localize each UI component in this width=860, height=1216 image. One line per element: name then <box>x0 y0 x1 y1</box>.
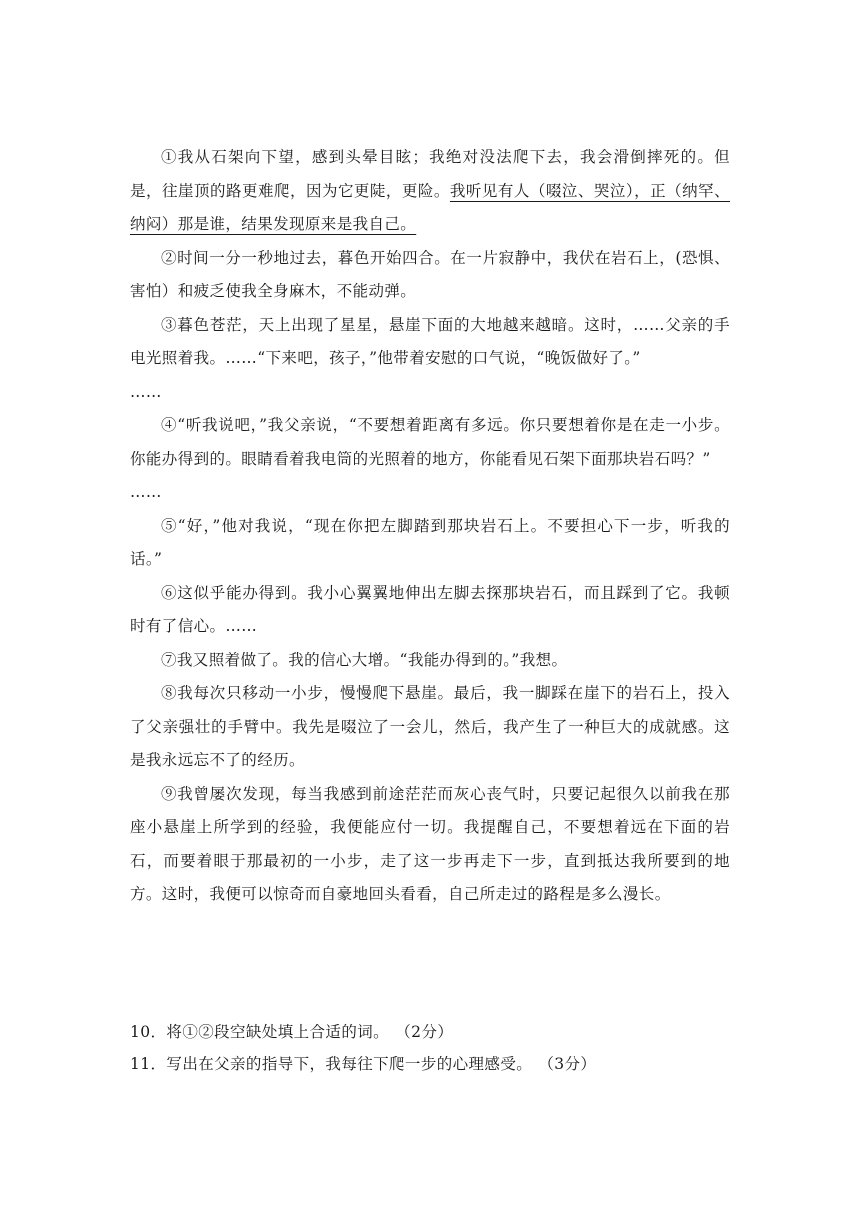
reading-passage <box>130 141 730 912</box>
paragraph-8: ⑧我每次只移动一小步，慢慢爬下悬崖。最后，我一脚踩在崖下的岩石上，投入了父亲强壮的手臂中。我先是啜泣了一会儿，然后，我产生了一种巨大的成就感。这是我永远忘不了的经历。 <box>130 684 730 769</box>
paragraph-6: ⑥这似乎能办得到。我小心翼翼地伸出左脚去探那块岩石，而且踩到了它。我顿时有了信心。…… <box>130 583 730 635</box>
paragraph-5: ⑤“好，”他对我说，“现在你把左脚踏到那块岩石上。不要担心下一步，听我的话。” <box>130 516 730 568</box>
paragraph-1 <box>130 141 730 242</box>
paragraph-2: ②时间一分一秒地过去，暮色开始四合。在一片寂静中，我伏在岩石上，(恐惧、害怕）和疲乏使我全身麻木，不能动弹。 <box>130 248 730 300</box>
question-score: （2分） <box>403 1023 454 1041</box>
ellipsis-line: …… <box>130 382 162 401</box>
question-text: 11．写出在父亲的指导下，我每往下爬一步的心理感受。 <box>130 1055 533 1073</box>
ellipsis-line: …… <box>130 483 162 501</box>
paragraph-4: ④“听我说吧，”我父亲说，“不要想着距离有多远。你只要想着你是在走一小步。你能办得到的。眼睛看着我电筒的光照着的地方，你能看见石架下面那块岩石吗？” <box>130 416 730 468</box>
question-item <box>130 1016 730 1048</box>
paragraph-1-text: ①我从石架向下望，感到头晕目眩；我绝对没法爬下去，我会滑倒摔死的。但是，往崖顶的路更难爬，因为它更陡，更险。 <box>130 148 730 200</box>
question-item <box>130 1048 730 1080</box>
question-text: 10．将①②段空缺处填上合适的词。 <box>130 1023 390 1041</box>
question-score: （3分） <box>546 1055 597 1073</box>
paragraph-3: ③暮色苍茫，天上出现了星星，悬崖下面的大地越来越暗。这时，……父亲的手电光照着我。……“下来吧，孩子，”他带着安慰的口气说，“晚饭做好了。” <box>130 315 730 367</box>
paragraph-9: ⑨我曾屡次发现，每当我感到前途茫茫而灰心丧气时，只要记起很久以前我在那座小悬崖上所学到的经验，我便能应付一切。我提醒自己，不要想着远在下面的岩石，而要着眼于那最初的一小步，走了这一步再走下一步，直到抵达我所要到的地方。这时，我便可以惊奇而自豪地回头看看，自己所走过的路程是多么漫长。 <box>130 784 730 903</box>
paragraph-1-underlined-text: 我听见有人（啜泣、哭泣），正（纳罕、纳闷）那是谁，结果发现原来是我自己。 <box>130 181 730 233</box>
paragraph-7: ⑦我又照着做了。我的信心大增。“我能办得到的。”我想。 <box>161 650 568 669</box>
question-list <box>130 1016 730 1080</box>
